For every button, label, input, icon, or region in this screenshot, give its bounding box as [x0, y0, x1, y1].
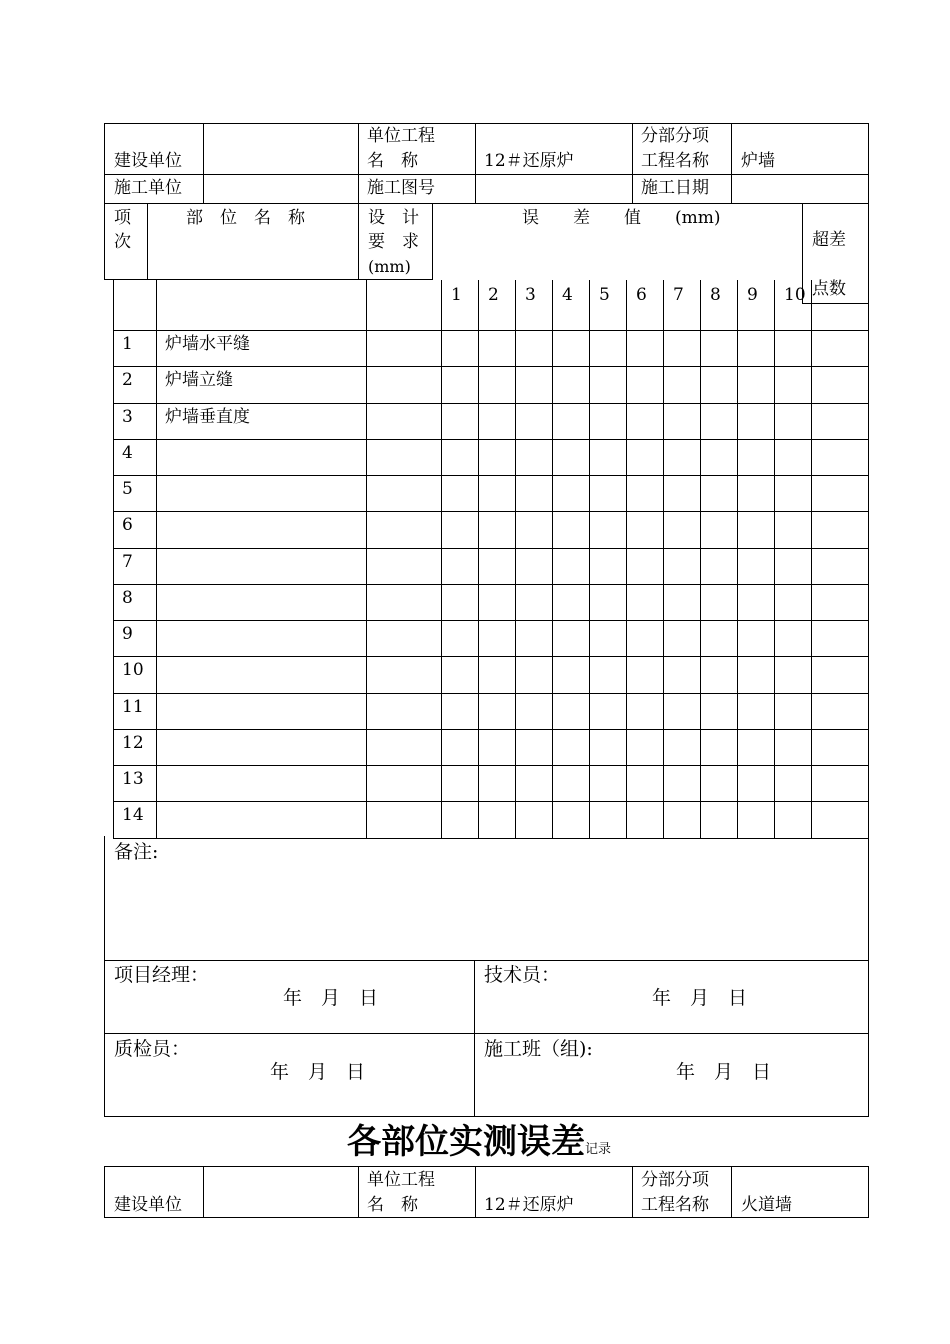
error-value-cell[interactable]	[664, 549, 700, 583]
measure-column-number: 5	[599, 285, 610, 305]
error-value-cell[interactable]	[664, 730, 700, 764]
error-value-cell[interactable]	[553, 802, 589, 836]
project-manager-label: 项目经理：	[114, 964, 210, 986]
design-header-line3: (mm)	[368, 257, 411, 276]
row-number: 13	[122, 769, 144, 789]
design-requirement-cell[interactable]	[367, 404, 441, 438]
error-value-cell[interactable]	[701, 476, 737, 510]
error-value-cell[interactable]	[516, 549, 552, 583]
error-value-cell[interactable]	[775, 694, 811, 728]
design-header-line2: 要 求	[368, 232, 419, 252]
error-value-cell[interactable]	[479, 802, 515, 836]
construction-team-date: 年 月 日	[676, 1061, 772, 1083]
design-requirement-cell[interactable]	[367, 730, 441, 764]
error-value-cell[interactable]	[590, 367, 626, 401]
over-limit-count-cell[interactable]	[812, 512, 868, 546]
error-value-cell[interactable]	[775, 331, 811, 365]
error-value-cell[interactable]	[479, 621, 515, 655]
error-value-cell[interactable]	[701, 367, 737, 401]
error-value-cell[interactable]	[664, 766, 700, 800]
error-value-cell[interactable]	[479, 440, 515, 474]
over-limit-count-cell[interactable]	[812, 730, 868, 764]
error-value-cell[interactable]	[627, 657, 663, 691]
over-limit-count-cell[interactable]	[812, 549, 868, 583]
error-value-cell[interactable]	[590, 331, 626, 365]
measure-column-number: 6	[636, 285, 647, 305]
technician-date: 年 月 日	[652, 987, 748, 1009]
second-sub-project-label-line1: 分部分项	[641, 1170, 709, 1190]
over-limit-count-cell[interactable]	[812, 694, 868, 728]
error-value-cell[interactable]	[775, 766, 811, 800]
remarks-field[interactable]	[110, 868, 862, 956]
error-value-cell[interactable]	[479, 404, 515, 438]
quality-inspector-date: 年 月 日	[270, 1061, 366, 1083]
row-number: 10	[122, 660, 144, 680]
error-value-cell[interactable]	[442, 694, 478, 728]
over-limit-count-cell[interactable]	[812, 585, 868, 619]
part-name-cell[interactable]: 炉墙水平缝	[165, 334, 250, 354]
design-requirement-cell[interactable]	[367, 694, 441, 728]
design-requirement-cell[interactable]	[367, 331, 441, 365]
construction-team-label: 施工班（组):	[484, 1038, 593, 1060]
error-value-cell[interactable]	[479, 730, 515, 764]
row-number: 14	[122, 805, 144, 825]
row-number: 1	[122, 334, 133, 354]
error-value-cell[interactable]	[775, 585, 811, 619]
error-value-cell[interactable]	[442, 367, 478, 401]
row-number: 5	[122, 479, 133, 499]
error-value-cell[interactable]	[738, 440, 774, 474]
project-manager-date: 年 月 日	[283, 987, 379, 1009]
error-value-cell[interactable]	[701, 512, 737, 546]
technician-label: 技术员：	[484, 964, 561, 986]
error-value-cell[interactable]	[775, 476, 811, 510]
error-value-cell[interactable]	[442, 404, 478, 438]
error-value-cell[interactable]	[442, 440, 478, 474]
error-value-cell[interactable]	[553, 367, 589, 401]
error-value-cell[interactable]	[701, 694, 737, 728]
design-requirement-cell[interactable]	[367, 657, 441, 691]
second-form-title	[347, 1122, 611, 1170]
error-value-cell[interactable]	[627, 730, 663, 764]
part-name-header: 部 位 名 称	[186, 208, 305, 228]
design-requirement-cell[interactable]	[367, 549, 441, 583]
error-value-cell[interactable]	[627, 331, 663, 365]
second-unit-project-label-line1: 单位工程	[367, 1170, 435, 1190]
error-value-cell[interactable]	[442, 621, 478, 655]
measure-column-number: 3	[525, 285, 536, 305]
error-value-cell[interactable]	[738, 367, 774, 401]
second-unit-project-label-line2: 名 称	[367, 1195, 418, 1215]
quality-inspector-label: 质检员：	[114, 1038, 191, 1060]
error-value-cell[interactable]	[738, 766, 774, 800]
error-value-cell[interactable]	[442, 331, 478, 365]
error-value-cell[interactable]	[701, 730, 737, 764]
error-value-cell[interactable]	[627, 766, 663, 800]
drawing-no-label: 施工图号	[367, 178, 435, 198]
error-value-cell[interactable]	[664, 404, 700, 438]
error-value-cell[interactable]	[553, 585, 589, 619]
unit-project-label-line1: 单位工程	[367, 126, 435, 146]
error-value-cell[interactable]	[701, 549, 737, 583]
error-value-cell[interactable]	[701, 404, 737, 438]
error-value-cell[interactable]	[553, 766, 589, 800]
error-value-cell[interactable]	[590, 440, 626, 474]
error-value-cell[interactable]	[701, 657, 737, 691]
design-header-line1: 设 计	[368, 208, 419, 228]
title-main: 各部位实测误差	[347, 1122, 585, 1162]
item-no-header-line2: 次	[114, 232, 131, 252]
error-value-cell[interactable]	[627, 440, 663, 474]
error-value-cell[interactable]	[627, 476, 663, 510]
design-requirement-cell[interactable]	[367, 621, 441, 655]
over-limit-count-cell[interactable]	[812, 621, 868, 655]
error-value-header: 误 差 值 (mm)	[522, 208, 721, 228]
error-value-cell[interactable]	[553, 331, 589, 365]
error-value-cell[interactable]	[590, 512, 626, 546]
error-value-cell[interactable]	[738, 621, 774, 655]
error-value-cell[interactable]	[479, 331, 515, 365]
row-number: 3	[122, 407, 133, 427]
second-sub-project-label-line2: 工程名称	[641, 1195, 709, 1215]
construct-unit-label: 施工单位	[114, 178, 182, 198]
error-value-cell[interactable]	[479, 512, 515, 546]
error-value-cell[interactable]	[553, 476, 589, 510]
title-suffix: 记录	[585, 1142, 612, 1157]
error-value-cell[interactable]	[738, 730, 774, 764]
error-value-cell[interactable]	[738, 802, 774, 836]
error-value-cell[interactable]	[701, 331, 737, 365]
error-value-cell[interactable]	[516, 694, 552, 728]
error-value-cell[interactable]	[442, 476, 478, 510]
sub-project-label-line1: 分部分项	[641, 126, 709, 146]
design-requirement-cell[interactable]	[367, 440, 441, 474]
error-value-cell[interactable]	[516, 766, 552, 800]
error-value-cell[interactable]	[479, 367, 515, 401]
error-value-cell[interactable]	[590, 585, 626, 619]
over-limit-count-cell[interactable]	[812, 331, 868, 365]
error-value-cell[interactable]	[516, 621, 552, 655]
error-value-cell[interactable]	[775, 730, 811, 764]
error-value-cell[interactable]	[775, 512, 811, 546]
error-value-cell[interactable]	[664, 367, 700, 401]
design-requirement-cell[interactable]	[367, 766, 441, 800]
error-value-cell[interactable]	[553, 657, 589, 691]
row-number: 6	[122, 515, 133, 535]
error-value-cell[interactable]	[701, 802, 737, 836]
error-value-cell[interactable]	[479, 766, 515, 800]
error-value-cell[interactable]	[627, 621, 663, 655]
error-value-cell[interactable]	[442, 549, 478, 583]
unit-project-value[interactable]: 12＃还原炉	[484, 151, 574, 171]
error-value-cell[interactable]	[553, 549, 589, 583]
error-value-cell[interactable]	[553, 440, 589, 474]
error-value-cell[interactable]	[775, 440, 811, 474]
error-value-cell[interactable]	[553, 730, 589, 764]
build-unit-label: 建设单位	[114, 151, 182, 171]
error-value-cell[interactable]	[738, 585, 774, 619]
design-requirement-cell[interactable]	[367, 476, 441, 510]
error-value-cell[interactable]	[516, 730, 552, 764]
error-value-cell[interactable]	[516, 404, 552, 438]
error-value-cell[interactable]	[516, 367, 552, 401]
error-value-cell[interactable]	[553, 512, 589, 546]
error-value-cell[interactable]	[442, 730, 478, 764]
error-value-cell[interactable]	[701, 621, 737, 655]
row-number: 2	[122, 370, 133, 390]
design-requirement-cell[interactable]	[367, 802, 441, 836]
error-value-cell[interactable]	[479, 657, 515, 691]
error-value-cell[interactable]	[442, 766, 478, 800]
error-value-cell[interactable]	[627, 367, 663, 401]
error-value-cell[interactable]	[479, 476, 515, 510]
error-value-cell[interactable]	[627, 585, 663, 619]
over-limit-count-cell[interactable]	[812, 802, 868, 836]
error-value-cell[interactable]	[775, 621, 811, 655]
construct-date-label: 施工日期	[641, 178, 709, 198]
measure-column-number: 2	[488, 285, 499, 305]
over-limit-header-line1: 超差	[812, 230, 846, 250]
measure-column-number: 4	[562, 285, 573, 305]
error-value-cell[interactable]	[701, 440, 737, 474]
error-value-cell[interactable]	[775, 657, 811, 691]
error-value-cell[interactable]	[590, 694, 626, 728]
error-value-cell[interactable]	[553, 621, 589, 655]
error-value-cell[interactable]	[664, 440, 700, 474]
over-limit-count-cell[interactable]	[812, 476, 868, 510]
measure-column-number: 7	[673, 285, 684, 305]
error-value-cell[interactable]	[627, 802, 663, 836]
error-value-cell[interactable]	[590, 621, 626, 655]
error-value-cell[interactable]	[553, 404, 589, 438]
over-limit-count-cell[interactable]	[812, 404, 868, 438]
error-value-cell[interactable]	[516, 512, 552, 546]
design-requirement-cell[interactable]	[367, 585, 441, 619]
second-build-unit-label: 建设单位	[114, 1195, 182, 1215]
error-value-cell[interactable]	[664, 694, 700, 728]
error-value-cell[interactable]	[627, 512, 663, 546]
over-limit-count-cell[interactable]	[812, 367, 868, 401]
error-value-cell[interactable]	[590, 476, 626, 510]
error-value-cell[interactable]	[590, 802, 626, 836]
error-value-cell[interactable]	[738, 512, 774, 546]
over-limit-header-line2: 点数	[812, 279, 846, 299]
row-number: 4	[122, 443, 133, 463]
error-value-cell[interactable]	[738, 657, 774, 691]
row-number: 11	[122, 697, 144, 717]
error-value-cell[interactable]	[775, 404, 811, 438]
error-value-cell[interactable]	[738, 549, 774, 583]
error-value-cell[interactable]	[516, 802, 552, 836]
error-value-cell[interactable]	[738, 404, 774, 438]
error-value-cell[interactable]	[590, 404, 626, 438]
over-limit-count-cell[interactable]	[812, 657, 868, 691]
error-value-cell[interactable]	[701, 585, 737, 619]
measure-column-number: 9	[747, 285, 758, 305]
row-number: 9	[122, 624, 133, 644]
row-number: 7	[122, 552, 133, 572]
error-value-cell[interactable]	[442, 512, 478, 546]
error-value-cell[interactable]	[516, 657, 552, 691]
error-value-cell[interactable]	[516, 440, 552, 474]
over-limit-count-cell[interactable]	[812, 766, 868, 800]
part-name-cell[interactable]: 炉墙垂直度	[165, 407, 250, 427]
error-value-cell[interactable]	[516, 476, 552, 510]
measure-column-number: 1	[451, 285, 462, 305]
item-no-header-line1: 项	[114, 208, 131, 228]
error-value-cell[interactable]	[479, 694, 515, 728]
error-value-cell[interactable]	[664, 657, 700, 691]
over-limit-count-cell[interactable]	[812, 440, 868, 474]
error-value-cell[interactable]	[627, 404, 663, 438]
error-value-cell[interactable]	[664, 512, 700, 546]
error-value-cell[interactable]	[516, 585, 552, 619]
error-value-cell[interactable]	[590, 657, 626, 691]
error-value-cell[interactable]	[590, 766, 626, 800]
measure-column-number: 8	[710, 285, 721, 305]
remarks-label: 备注:	[114, 841, 159, 863]
sub-project-value[interactable]: 炉墙	[741, 151, 775, 171]
error-value-cell[interactable]	[553, 694, 589, 728]
error-value-cell[interactable]	[479, 549, 515, 583]
design-requirement-cell[interactable]	[367, 367, 441, 401]
second-unit-project-value[interactable]: 12＃还原炉	[484, 1195, 574, 1215]
error-value-cell[interactable]	[738, 694, 774, 728]
unit-project-label-line2: 名 称	[367, 151, 418, 171]
error-value-cell[interactable]	[590, 730, 626, 764]
error-value-cell[interactable]	[664, 621, 700, 655]
error-value-cell[interactable]	[442, 657, 478, 691]
error-value-cell[interactable]	[701, 766, 737, 800]
measure-column-number: 10	[784, 285, 806, 305]
error-value-cell[interactable]	[516, 331, 552, 365]
error-value-cell[interactable]	[775, 549, 811, 583]
error-value-cell[interactable]	[479, 585, 515, 619]
error-value-cell[interactable]	[664, 585, 700, 619]
error-value-cell[interactable]	[738, 331, 774, 365]
error-value-cell[interactable]	[442, 802, 478, 836]
second-sub-project-value[interactable]: 火道墙	[741, 1195, 792, 1215]
error-value-cell[interactable]	[627, 549, 663, 583]
sub-project-label-line2: 工程名称	[641, 151, 709, 171]
error-value-cell[interactable]	[442, 585, 478, 619]
error-value-cell[interactable]	[775, 367, 811, 401]
part-name-cell[interactable]: 炉墙立缝	[165, 370, 233, 390]
error-value-cell[interactable]	[664, 476, 700, 510]
error-value-cell[interactable]	[775, 802, 811, 836]
row-number: 12	[122, 733, 144, 753]
row-number: 8	[122, 588, 133, 608]
error-value-cell[interactable]	[664, 802, 700, 836]
error-value-cell[interactable]	[738, 476, 774, 510]
error-value-cell[interactable]	[664, 331, 700, 365]
error-value-cell[interactable]	[590, 549, 626, 583]
error-value-cell[interactable]	[627, 694, 663, 728]
design-requirement-cell[interactable]	[367, 512, 441, 546]
